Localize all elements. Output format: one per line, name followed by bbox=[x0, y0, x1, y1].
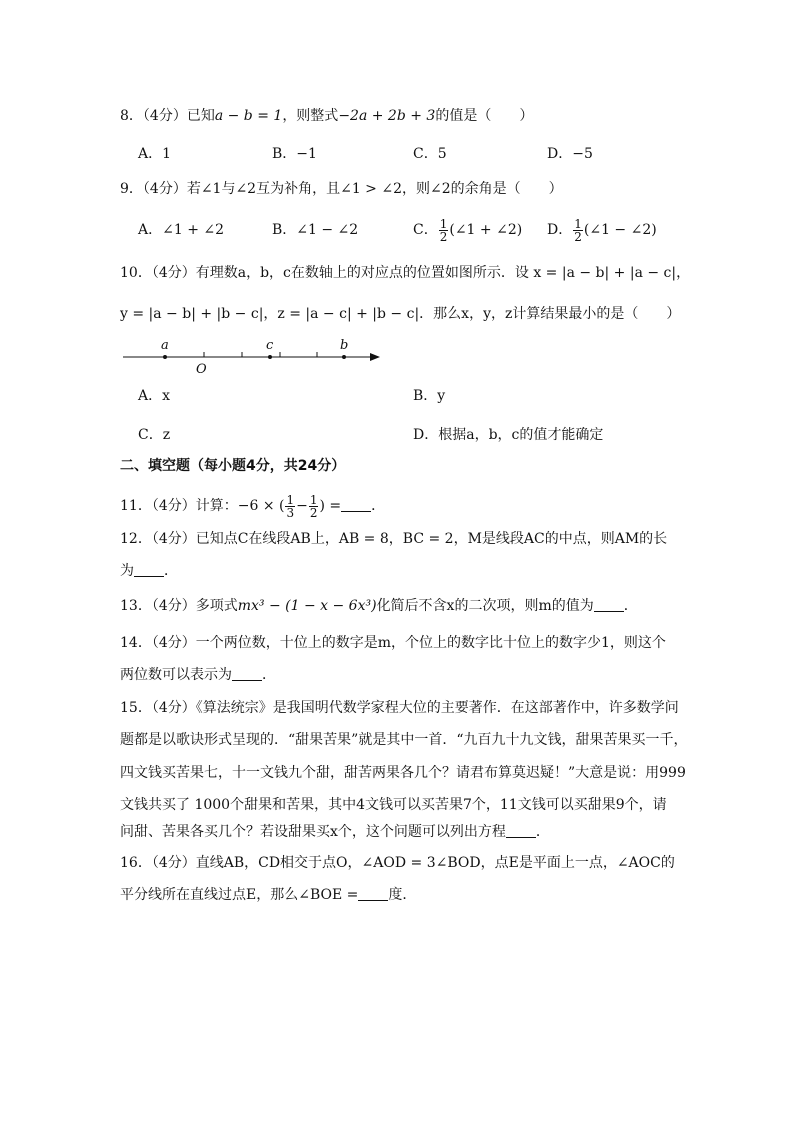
label-a: a bbox=[161, 338, 169, 353]
question-8 bbox=[120, 106, 533, 126]
point-c bbox=[268, 355, 272, 359]
number-line-figure bbox=[120, 335, 390, 375]
q10-option-b: B．y bbox=[413, 388, 446, 404]
q8-option-a: A．1 bbox=[138, 146, 172, 162]
question-15-line-1: 15．（4分）《算法统宗》是我国明代数学家程大位的主要著作．在这部著作中，许多数学问 bbox=[120, 700, 679, 716]
q15-answer-blank[interactable] bbox=[506, 823, 536, 838]
q10-option-d: D．根据a，b，c的值才能确定 bbox=[413, 427, 604, 443]
q16-line2-suffix: 度． bbox=[388, 887, 417, 903]
q11-minus: − bbox=[296, 498, 308, 514]
question-12-line-2 bbox=[120, 561, 178, 581]
q10-option-c: C．z bbox=[138, 427, 171, 443]
q12-line2-suffix: ． bbox=[164, 563, 178, 579]
fraction-numerator: 1 bbox=[574, 216, 582, 231]
q9-option-a: A．∠1 + ∠2 bbox=[138, 222, 225, 238]
q9-option-c-prefix: C． bbox=[413, 222, 438, 238]
q8-option-b: B．−1 bbox=[272, 146, 317, 162]
fraction-denominator: 2 bbox=[439, 229, 448, 244]
q13-suffix: ． bbox=[623, 598, 638, 614]
section-heading-fill-in: 二、填空题（每小题4分，共24分） bbox=[120, 458, 346, 474]
q12-line2-prefix: 为 bbox=[120, 563, 134, 579]
question-16-line-1: 16．（4分）直线AB，CD相交于点O，∠AOD = 3∠BOD，点E是平面上一点，∠AOC的 bbox=[120, 855, 675, 871]
q11-math-pre: −6 × ( bbox=[237, 498, 285, 514]
label-b: b bbox=[340, 338, 349, 353]
q11-fraction-2 bbox=[309, 494, 319, 519]
q14-answer-blank[interactable] bbox=[232, 666, 262, 681]
q8-math-b: −2a + 2b + 3 bbox=[338, 108, 436, 124]
q9-option-d-prefix: D． bbox=[547, 222, 573, 238]
q9-option-b: B．∠1 − ∠2 bbox=[272, 222, 359, 238]
question-14-line-1: 14．（4分）一个两位数，十位上的数字是m，个位上的数字比十位上的数字少1，则这个 bbox=[120, 635, 666, 651]
q9-option-d bbox=[547, 213, 657, 247]
q16-answer-blank[interactable] bbox=[358, 886, 388, 901]
question-10-line-1: 10．（4分）有理数a，b，c在数轴上的对应点的位置如图所示．设 x = |a − b| + |a − c|， bbox=[120, 265, 691, 281]
question-15-line-4: 文钱共买了 1000个甜果和苦果，其中4文钱可以买苦果7个，11文钱可以买甜果9个，请 bbox=[120, 797, 667, 813]
q11-suffix: ． bbox=[371, 498, 386, 514]
fraction-numerator: 1 bbox=[286, 492, 295, 507]
question-15-line-2: 题都是以歌诀形式呈现的．“甜果苦果”就是其中一首．“九百九十九文钱，甜果苦果买一千， bbox=[120, 732, 688, 748]
q13-middle: 化简后不含x的二次项，则m的值为 bbox=[376, 598, 594, 614]
q8-math-a: a − b = 1 bbox=[214, 108, 283, 124]
fraction-denominator: 3 bbox=[286, 505, 295, 520]
q11-answer-blank[interactable] bbox=[341, 497, 371, 512]
fraction-numerator: 1 bbox=[439, 216, 448, 231]
q12-answer-blank[interactable] bbox=[134, 562, 164, 577]
q14-line2-suffix: ． bbox=[262, 667, 276, 683]
number-line-arrow bbox=[370, 353, 380, 361]
fraction-numerator: 1 bbox=[309, 492, 318, 507]
fraction-denominator: 2 bbox=[309, 505, 318, 520]
q15-line5-prefix: 问甜、苦果各买几个？若设甜果买x个，这个问题可以列出方程 bbox=[120, 824, 506, 840]
q8-text-c: 的值是（ ） bbox=[435, 108, 534, 124]
q11-fraction-1 bbox=[285, 494, 295, 519]
question-16-line-2 bbox=[120, 885, 416, 905]
q13-answer-blank[interactable] bbox=[594, 597, 624, 612]
q15-line5-suffix: ． bbox=[535, 824, 550, 840]
label-o: O bbox=[196, 362, 207, 375]
question-14-line-2 bbox=[120, 665, 276, 685]
q9-option-d-suffix: (∠1 − ∠2) bbox=[583, 222, 657, 238]
question-15-line-3: 四文钱买苦果七，十一文钱九个甜，甜苦两果各几个？请君布算莫迟疑！”大意是说：用999 bbox=[120, 765, 686, 781]
q16-line2-prefix: 平分线所在直线过点E，那么∠BOE = bbox=[120, 887, 359, 903]
q8-text-a: 8．（4分）已知 bbox=[120, 108, 215, 124]
point-a bbox=[163, 355, 167, 359]
q9-option-d-fraction bbox=[573, 218, 583, 243]
label-c: c bbox=[266, 338, 274, 353]
q8-text-b: ，则整式 bbox=[282, 108, 339, 124]
q8-option-d: D．−5 bbox=[547, 146, 593, 162]
q10-option-a: A．x bbox=[138, 388, 171, 404]
question-10-line-2: y = |a − b| + |b − c|，z = |a − c| + |b − c|．那么x，y，z计算结果最小的是（ ） bbox=[120, 306, 681, 322]
fraction-denominator: 2 bbox=[574, 229, 582, 244]
q14-line2-prefix: 两位数可以表示为 bbox=[120, 667, 232, 683]
question-13 bbox=[120, 596, 638, 616]
question-12-line-1: 12．（4分）已知点C在线段AB上，AB = 8，BC = 2，M是线段AC的中点，则AM的长 bbox=[120, 531, 668, 547]
question-15-line-5 bbox=[120, 822, 550, 842]
question-11 bbox=[120, 489, 385, 523]
q9-option-c-fraction bbox=[439, 218, 449, 243]
q9-option-c bbox=[413, 213, 522, 247]
q13-prefix: 13．（4分）多项式 bbox=[120, 598, 238, 614]
q8-option-c: C．5 bbox=[413, 146, 447, 162]
q11-math-post: ) = bbox=[319, 498, 342, 514]
q11-prefix: 11．（4分）计算： bbox=[120, 498, 238, 514]
q13-math: mx³ − (1 − x − 6x³) bbox=[237, 598, 377, 614]
q9-option-c-suffix: (∠1 + ∠2) bbox=[449, 222, 523, 238]
question-9: 9．（4分）若∠1与∠2互为补角，且∠1 > ∠2，则∠2的余角是（ ） bbox=[120, 181, 563, 197]
point-b bbox=[342, 355, 346, 359]
